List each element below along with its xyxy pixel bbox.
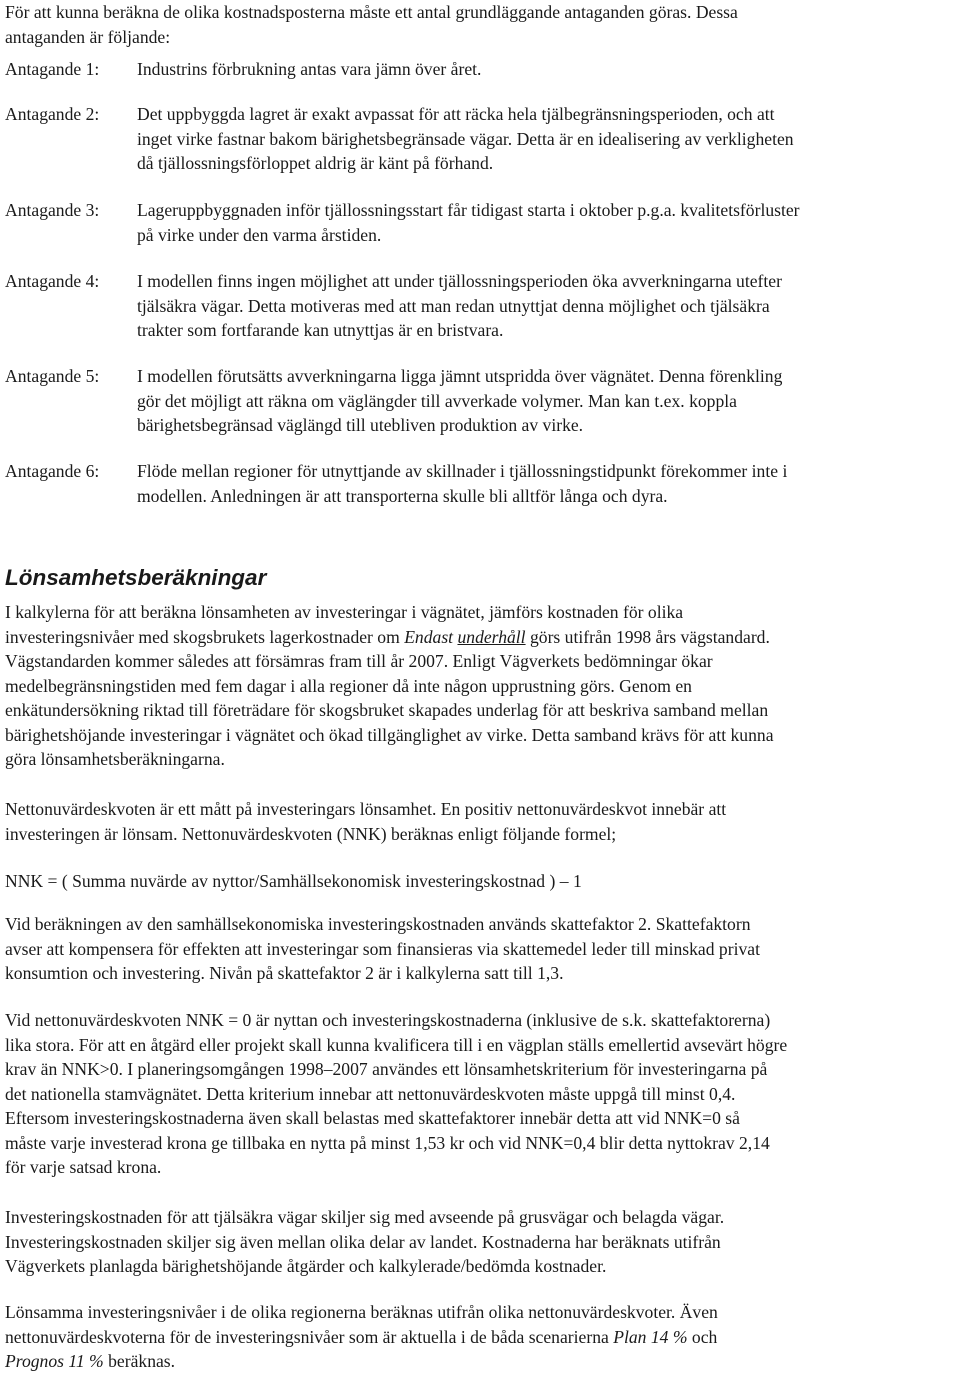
text-line: görs utifrån 1998 års vägstandard. — [525, 626, 770, 647]
text-line: för varje satsad krona. — [5, 1157, 162, 1177]
text-line: Lönsamma investeringsnivåer i de olika regionerna beräknas utifrån olika nettonuvärdeskvoter. Även — [5, 1302, 718, 1322]
formula-one: 1 — [572, 871, 582, 891]
assumption-line: Lageruppbyggnaden inför tjällossningsstart får tidigast starta i oktober p.g.a. kvalitetsförluster — [137, 200, 800, 220]
assumption-line: inget virke fastnar bakom bärighetsbegränsade vägar. Detta är en idealisering av verkligheten — [137, 128, 794, 149]
assumption-text — [137, 364, 960, 438]
assumption-line: Flöde mellan regioner för utnyttjande av skillnader i tjällossningstidpunkt förekommer inte i — [137, 461, 788, 481]
text-line: bärighetshöjande investeringar i vägnätet och ökad tillgänglighet av virke. Detta samband krävs för att kunna — [5, 724, 774, 745]
nnk-formula — [5, 869, 960, 894]
text-line: Nettonuvärdeskvoten är ett mått på investeringars lönsamhet. En positiv nettonuvärdeskvot innebär att — [5, 799, 727, 819]
assumption-label: Antagande 2: — [5, 104, 100, 124]
assumption-text — [137, 198, 960, 247]
assumption-line: bärighetsbegränsad väglängd till utebliven produktion av virke. — [137, 415, 584, 435]
assumption-line: Det uppbyggda lagret är exakt avpassat för att räcka hela tjälbegränsningsperioden, och att — [137, 104, 775, 124]
text-line: måste varje investerad krona ge tillbaka en nytta på minst 1,53 kr och vid NNK=0,4 blir detta nyttokrav 2,14 — [5, 1132, 770, 1153]
assumption-label: Antagande 6: — [5, 461, 100, 481]
text-line: göra lönsamhetsberäkningarna. — [5, 749, 225, 769]
text-line: medelbegränsningstiden med fem dagar i alla regioner då inte någon upprustning görs. Genom en — [5, 675, 692, 696]
formula-expression: NNK = ( Summa nuvärde av nyttor/Samhällsekonomisk investeringskostnad ) — [5, 871, 560, 891]
text-line: Vägverkets planlagda bärighetshöjande åtgärder och kalkylerade/bedömda kostnader. — [5, 1256, 607, 1276]
text-line: investeringen är lönsam. Nettonuvärdeskvoten (NNK) beräknas enligt följande formel; — [5, 823, 617, 844]
text-line: beräknas. — [103, 1351, 176, 1371]
assumption-label: Antagande 5: — [5, 366, 100, 386]
paragraph-5 — [5, 1205, 960, 1279]
assumption-label: Antagande 3: — [5, 200, 100, 220]
text-line: Investeringskostnaden skiljer sig även mellan olika delar av landet. Kostnaderna har beräknats utifrån — [5, 1231, 721, 1252]
assumption-line: då tjällossningsförloppet aldrig är känt på förhand. — [137, 153, 494, 173]
assumption-line: på virke under den varma årstiden. — [137, 224, 382, 245]
text-line: konsumtion och investering. Nivån på skattefaktor 2 är i kalkylerna satt till 1,3. — [5, 963, 564, 983]
text-line: Investeringskostnaden för att tjälsäkra vägar skiljer sig med avseende på grusvägar och belagda vägar. — [5, 1207, 725, 1227]
text-line: och — [687, 1326, 718, 1347]
paragraph-4 — [5, 1008, 960, 1180]
paragraph-3 — [5, 912, 960, 986]
paragraph-6 — [5, 1300, 960, 1374]
assumption-label: Antagande 1: — [5, 59, 100, 79]
paragraph-2 — [5, 797, 960, 846]
emphasis-plan: Plan 14 % — [613, 1326, 688, 1347]
assumption-text — [137, 57, 960, 82]
text-line: Eftersom investeringskostnaderna även skall belastas med skattefaktorer innebär detta att vid NNK=0 så — [5, 1108, 740, 1128]
assumption-label: Antagande 4: — [5, 271, 100, 291]
assumption-line: I modellen förutsätts avverkningarna ligga jämnt utspridda över vägnätet. Denna förenkling — [137, 366, 783, 386]
text-line: Vid nettonuvärdeskvoten NNK = 0 är nyttan och investeringskostnaderna (inklusive de s.k. skattefaktorerna) — [5, 1010, 771, 1030]
intro-line: För att kunna beräkna de olika kostnadsposterna måste ett antal grundläggande antaganden göras. Dessa — [5, 2, 738, 22]
intro-paragraph — [5, 0, 960, 49]
text-line: enkätundersökning riktad till företrädare för skogsbruket skapades underlag för att beskriva samband mellan — [5, 700, 769, 720]
text-line: lika stora. För att en åtgärd eller projekt skall kunna kvalificera till i en vägplan ställs emellertid avsevärt högre — [5, 1034, 788, 1055]
emphasis-prognos: Prognos 11 % — [5, 1351, 104, 1371]
text-line: Vid beräkningen av den samhällsekonomiska investeringskostnaden används skattefaktor 2. Skattefaktorn — [5, 914, 751, 934]
assumption-line: I modellen finns ingen möjlighet att under tjällossningsperioden öka avverkningarna utefter — [137, 271, 782, 291]
assumption-line: modellen. Anledningen är att transporterna skulle bli alltför långa och dyra. — [137, 485, 668, 506]
text-line: nettonuvärdeskvoterna för de investeringsnivåer som är aktuella i de båda scenarierna — [5, 1326, 614, 1347]
assumption-line: trakter som fortfarande kan utnyttjas är en bristvara. — [137, 320, 504, 340]
intro-line: antaganden är följande: — [5, 26, 171, 47]
text-line: krav än NNK>0. I planeringsomgången 1998–2007 användes ett lönsamhetskriterium för investeringarna på — [5, 1059, 768, 1079]
text-line: det nationella stamvägnätet. Detta kriterium innebar att nettonuvärdeskvoten måste uppgå till minst 0,4. — [5, 1083, 736, 1104]
text-line: I kalkylerna för att beräkna lönsamheten av investeringar i vägnätet, jämförs kostnaden för olika — [5, 602, 684, 622]
assumption-line: tjälsäkra vägar. Detta motiveras med att man redan utnyttjat denna möjlighet och tjälsäkra — [137, 295, 770, 316]
formula-minus: – — [559, 871, 569, 891]
emphasis-endast: Endast — [404, 626, 458, 647]
assumption-text — [137, 269, 960, 343]
emphasis-underhall: underhåll — [457, 626, 526, 647]
text-line: avser att kompensera för effekten att investeringar som finansieras via skattemedel leder till minskad privat — [5, 938, 760, 959]
assumption-line: Industrins förbrukning antas vara jämn över året. — [137, 59, 482, 79]
section-heading: Lönsamhetsberäkningar — [5, 565, 267, 590]
assumption-line: gör det möjligt att räkna om väglängder till avverkade volymer. Man kan t.ex. koppla — [137, 390, 737, 411]
assumption-text — [137, 459, 960, 508]
paragraph-1 — [5, 600, 960, 772]
assumption-text — [137, 102, 960, 176]
text-line: Vägstandarden kommer således att försämras fram till år 2007. Enligt Vägverkets bedömningar ökar — [5, 651, 713, 671]
text-line: investeringsnivåer med skogsbrukets lagerkostnader om — [5, 626, 405, 647]
